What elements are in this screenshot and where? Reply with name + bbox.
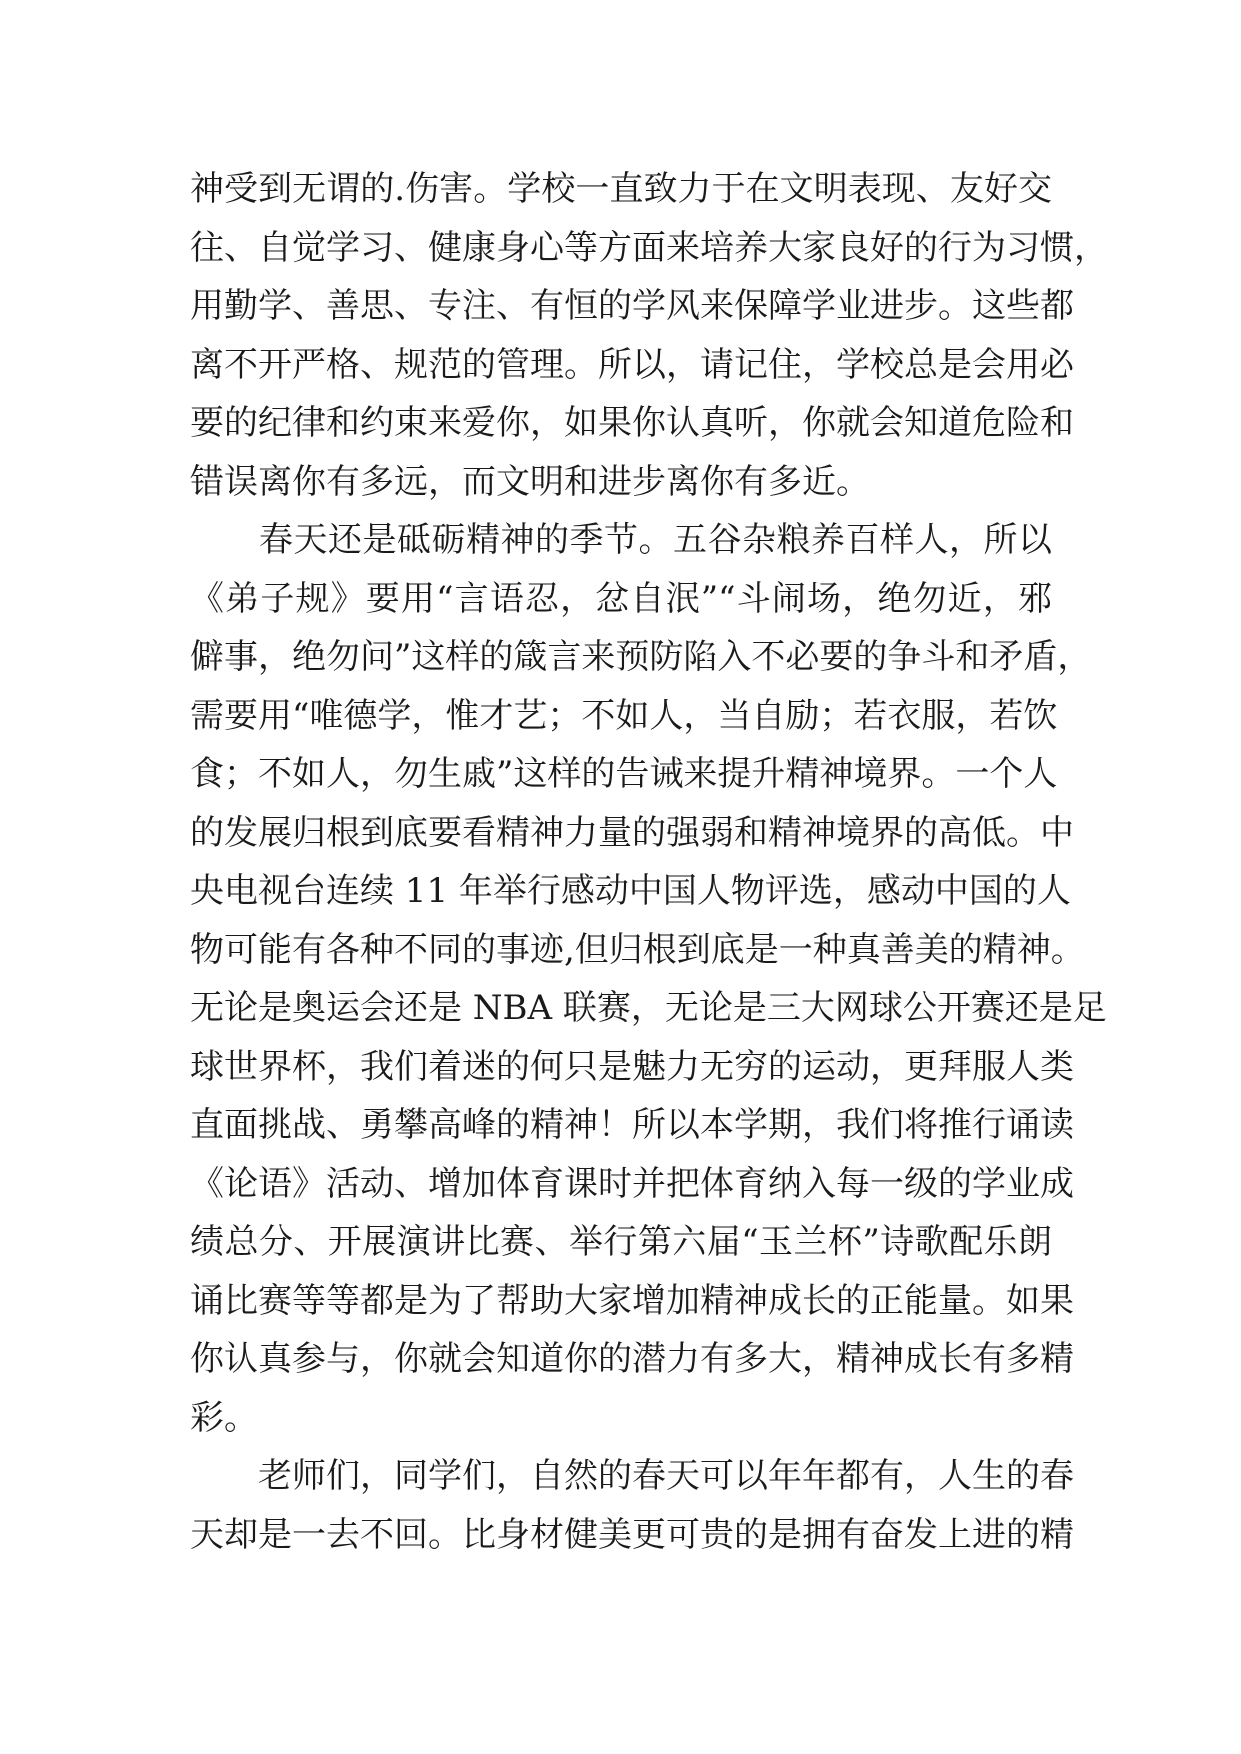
text-line: 用勤学、善思、专注、有恒的学风来保障学业进步。这些都 (190, 286, 1074, 326)
text-line: 球世界杯，我们着迷的何只是魅力无穷的运动，更拜服人类 (190, 1046, 1074, 1087)
text-line: 无论是奥运会还是 NBA 联赛，无论是三大网球公开赛还是足 (190, 988, 1107, 1028)
text-line: 物可能有各种不同的事迹,但归根到底是一种真善美的精神。 (190, 929, 1085, 970)
text-line: 诵比赛等等都是为了帮助大家增加精神成长的正能量。如果 (190, 1280, 1074, 1321)
text-line: 春天还是砥砺精神的季节。五谷杂粮养百样人，所以 (190, 520, 1052, 560)
text-line: 要的纪律和约束来爱你，如果你认真听，你就会知道危险和 (190, 403, 1074, 443)
text-line: 老师们，同学们，自然的春天可以年年都有，人生的春 (190, 1456, 1074, 1496)
text-line: 《弟子规》要用“言语忍，忿自泯”“斗闹场，绝勿近，邪 (190, 578, 1052, 619)
body-text (190, 160, 1108, 1564)
text-line: 你认真参与，你就会知道你的潜力有多大，精神成长有多精 (190, 1339, 1074, 1379)
text-line: 食；不如人，勿生戚”这样的告诫来提升精神境界。一个人 (190, 754, 1058, 794)
text-line: 直面挑战、勇攀高峰的精神！所以本学期，我们将推行诵读 (190, 1105, 1074, 1145)
text-line: 需要用“唯德学，惟才艺；不如人，当自励；若衣服，若饮 (190, 695, 1058, 736)
text-line: 往、自觉学习、健康身心等方面来培养大家良好的行为习惯， (190, 227, 1108, 268)
text-line: 绩总分、开展演讲比赛、举行第六届“玉兰杯”诗歌配乐朗 (190, 1222, 1052, 1262)
text-line: 《论语》活动、增加体育课时并把体育纳入每一级的学业成 (190, 1163, 1074, 1204)
text-line: 神受到无谓的.伤害。学校一直致力于在文明表现、友好交 (190, 169, 1052, 209)
text-line: 彩。 (190, 1397, 258, 1438)
text-line: 央电视台连续 11 年举行感动中国人物评选，感动中国的人 (190, 871, 1071, 911)
text-line: 离不开严格、规范的管理。所以，请记住，学校总是会用必 (190, 344, 1074, 385)
text-line: 错误离你有多远，而文明和进步离你有多近。 (190, 461, 870, 502)
text-line: 的发展归根到底要看精神力量的强弱和精神境界的高低。中 (190, 812, 1074, 853)
text-line: 天却是一去不回。比身材健美更可贵的是拥有奋发上进的精 (190, 1514, 1074, 1555)
text-line: 僻事，绝勿问”这样的箴言来预防陷入不必要的争斗和矛盾， (190, 637, 1092, 677)
